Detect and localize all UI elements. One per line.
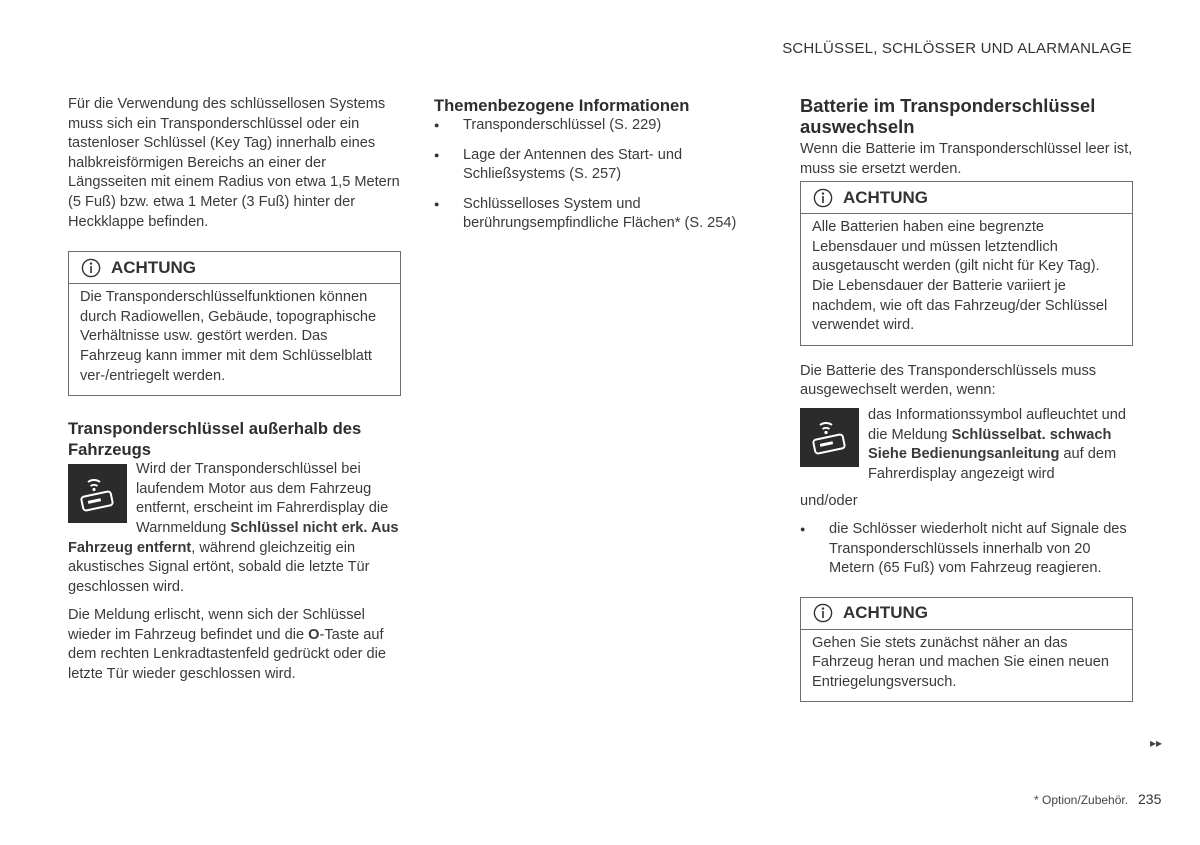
o-button-label: O (308, 626, 320, 643)
warning-text: Alle Batterien haben eine begrenzte Lebensdauer und müssen letztendlich ausgetauscht werden (gilt nicht für Key Tag). Die Lebensdauer der Batterie variiert je nachdem, wie oft das Fahrzeug/der Schlüssel verwendet wird. (812, 219, 1108, 334)
page-header: SCHLÜSSEL, SCHLÖSSER UND ALARMANLAGE (782, 40, 1132, 57)
info-circle-icon (813, 188, 833, 208)
warning-header (801, 182, 1132, 214)
key-fob-signal-icon (68, 464, 127, 523)
related-info-list (434, 116, 764, 234)
warning-box (800, 181, 1133, 346)
key-fob-signal-icon (800, 408, 859, 467)
column-right (800, 95, 1133, 702)
continue-arrows-icon: ▸▸ (1150, 736, 1163, 750)
section-heading: Transponderschlüssel außerhalb des Fahrzeugs (68, 419, 362, 460)
battery-message-paragraph (800, 406, 1133, 484)
key-out-paragraph (68, 460, 401, 597)
battery-heading: Batterie im Transponderschlüssel auswechseln (800, 95, 1096, 137)
info-circle-icon (81, 258, 101, 278)
related-info-heading: Themenbezogene Informationen (434, 96, 690, 115)
driver-display-message: Schlüsselbat. schwach Siehe Bedienungsanleitung (868, 426, 1112, 463)
page-number: 235 (1138, 791, 1162, 807)
warning-box (68, 251, 401, 396)
warning-text: Gehen Sie stets zunächst näher an das Fahrzeug heran und machen Sie einen neuen Entriegelungsversuch. (812, 634, 1109, 690)
battery-message-text-rest: auf dem Fahrerdisplay angezeigt wird (868, 446, 1117, 482)
battery-condition-intro: Die Batterie des Transponderschlüssels muss ausgewechselt werden, wenn: (800, 362, 1097, 399)
message-clear-text-rest: -Taste auf dem rechten Lenkradtastenfeld gedrückt oder die letzte Tür wieder geschlossen wird. (68, 626, 387, 683)
warning-header (69, 252, 400, 284)
warning-text: Die Transponderschlüsselfunktionen können durch Radiowellen, Gebäude, topographische Verhältnisse usw. gestört werden. Das Fahrzeug kann immer mit dem Schlüsselblatt ver-/entriegelt werden. (80, 289, 377, 384)
footnote: * Option/Zubehör. (1034, 793, 1129, 807)
related-link[interactable]: ● Transponderschlüssel (S. 229) (434, 116, 764, 136)
warning-box (800, 597, 1133, 703)
battery-condition-list (800, 520, 1133, 579)
battery-intro: Wenn die Batterie im Transponderschlüssel leer ist, muss sie ersetzt werden. (800, 141, 1133, 177)
column-left (68, 95, 401, 685)
related-link[interactable]: ● Schlüsselloses System und berührungsempfindliche Flächen* (S. 254) (434, 195, 764, 234)
warning-title: ACHTUNG (843, 603, 928, 623)
warning-title: ACHTUNG (843, 187, 928, 207)
warning-header (801, 598, 1132, 630)
battery-message-text: das Informationssymbol aufleuchtet und die Meldung (868, 406, 1126, 443)
warning-title: ACHTUNG (111, 257, 196, 277)
key-out-text-rest: , während gleichzeitig ein akustisches Signal ertönt, sobald die letzte Tür geschlossen wird. (68, 539, 370, 595)
message-clear-text: Die Meldung erlischt, wenn sich der Schlüssel wieder im Fahrzeug befindet und die (68, 607, 365, 643)
message-clear-paragraph (68, 606, 401, 684)
and-or-text: und/oder (800, 493, 858, 510)
info-circle-icon (813, 603, 833, 623)
driver-display-message: Schlüssel nicht erk. Aus Fahrzeug entfernt (68, 519, 399, 556)
column-middle (434, 95, 764, 244)
intro-paragraph: Für die Verwendung des schlüssellosen Systems muss sich ein Transponderschlüssel oder ein tastenloser Schlüssel (Key Tag) innerhalb eines halbkreisförmigen Bereichs an einer der Längsseiten mit einem Radius von etwa 1,5 Metern (5 Fuß) bzw. etwa 1 Meter (3 Fuß) hinter der Heckklappe befinden. (68, 96, 400, 230)
list-item: ● die Schlösser wiederholt nicht auf Signale des Transponderschlüssels innerhalb von 20 Metern (65 Fuß) vom Fahrzeug reagieren. (800, 520, 1133, 579)
related-link[interactable]: ● Lage der Antennen des Start- und Schließsystems (S. 257) (434, 146, 764, 185)
key-out-text: Wird der Transponderschlüssel bei laufendem Motor aus dem Fahrzeug entfernt, erscheint im Fahrerdisplay die Warnmeldung (136, 461, 389, 536)
